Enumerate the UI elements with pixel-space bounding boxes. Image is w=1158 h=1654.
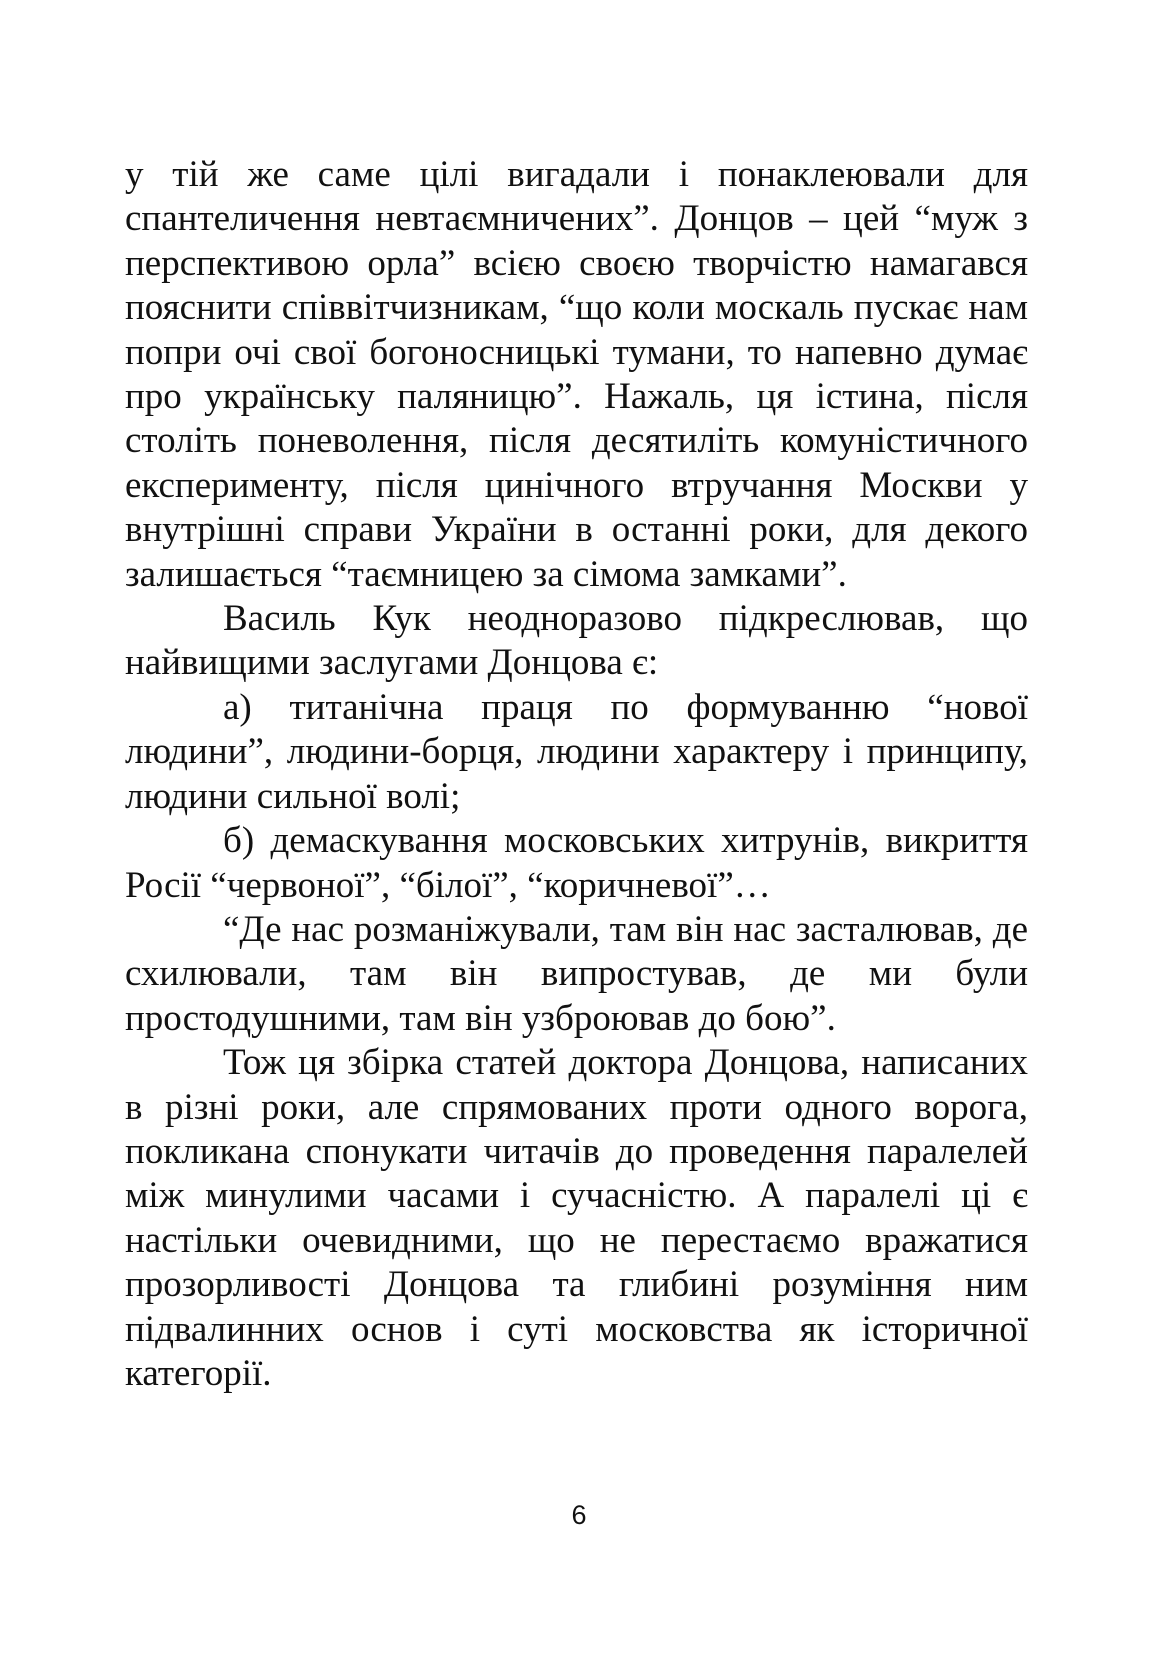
paragraph-quote: “Де нас розманіжували, там він нас засталював, де схилювали, там він випростував, де ми були простодушними, там він узброював до бою”. <box>125 908 1028 1039</box>
paragraph-collection: Тож ця збірка статей доктора Донцова, написаних в різні роки, але спрямованих проти одного ворога, покликана спонукати читачів до проведення паралелей між минулими часами і сучасністю. А паралелі ці є настільки очевидними, що не перестаємо вражатися прозорливості Донцова та глибині розуміння ним підвалинних основ і суті московства як історичної категорії. <box>125 1042 1028 1394</box>
paragraph-continuation: у тій же саме цілі вигадали і понаклеювали для спантеличення невтаємничених”. Донцов – цей “муж з перспективою орла” всією своєю творчістю намагався пояснити співвітчизникам, “що коли москаль пускає нам попри очі свої богоносницькі тумани, то напевно думає про українську паляницю”. Нажаль, ця істина, після століть поневолення, після десятиліть комуністичного експерименту, після цинічного втручання Москви у внутрішні справи України в останні роки, для декого залишається “таємницею за сімома замками”. <box>125 154 1028 595</box>
paragraph-vasyl-kuk: Василь Кук неодноразово підкреслював, що найвищими заслугами Донцова є: <box>125 598 1028 684</box>
list-item-a: а) титанічна праця по формуванню “нової людини”, людини-борця, людини характеру і принципу, людини сильної волі; <box>125 686 1028 817</box>
page-number: 6 <box>571 1500 587 1530</box>
body-text <box>125 153 1028 1396</box>
list-item-b: б) демаскування московських хитрунів, викриття Росії “червоної”, “білої”, “коричневої”… <box>125 820 1028 906</box>
